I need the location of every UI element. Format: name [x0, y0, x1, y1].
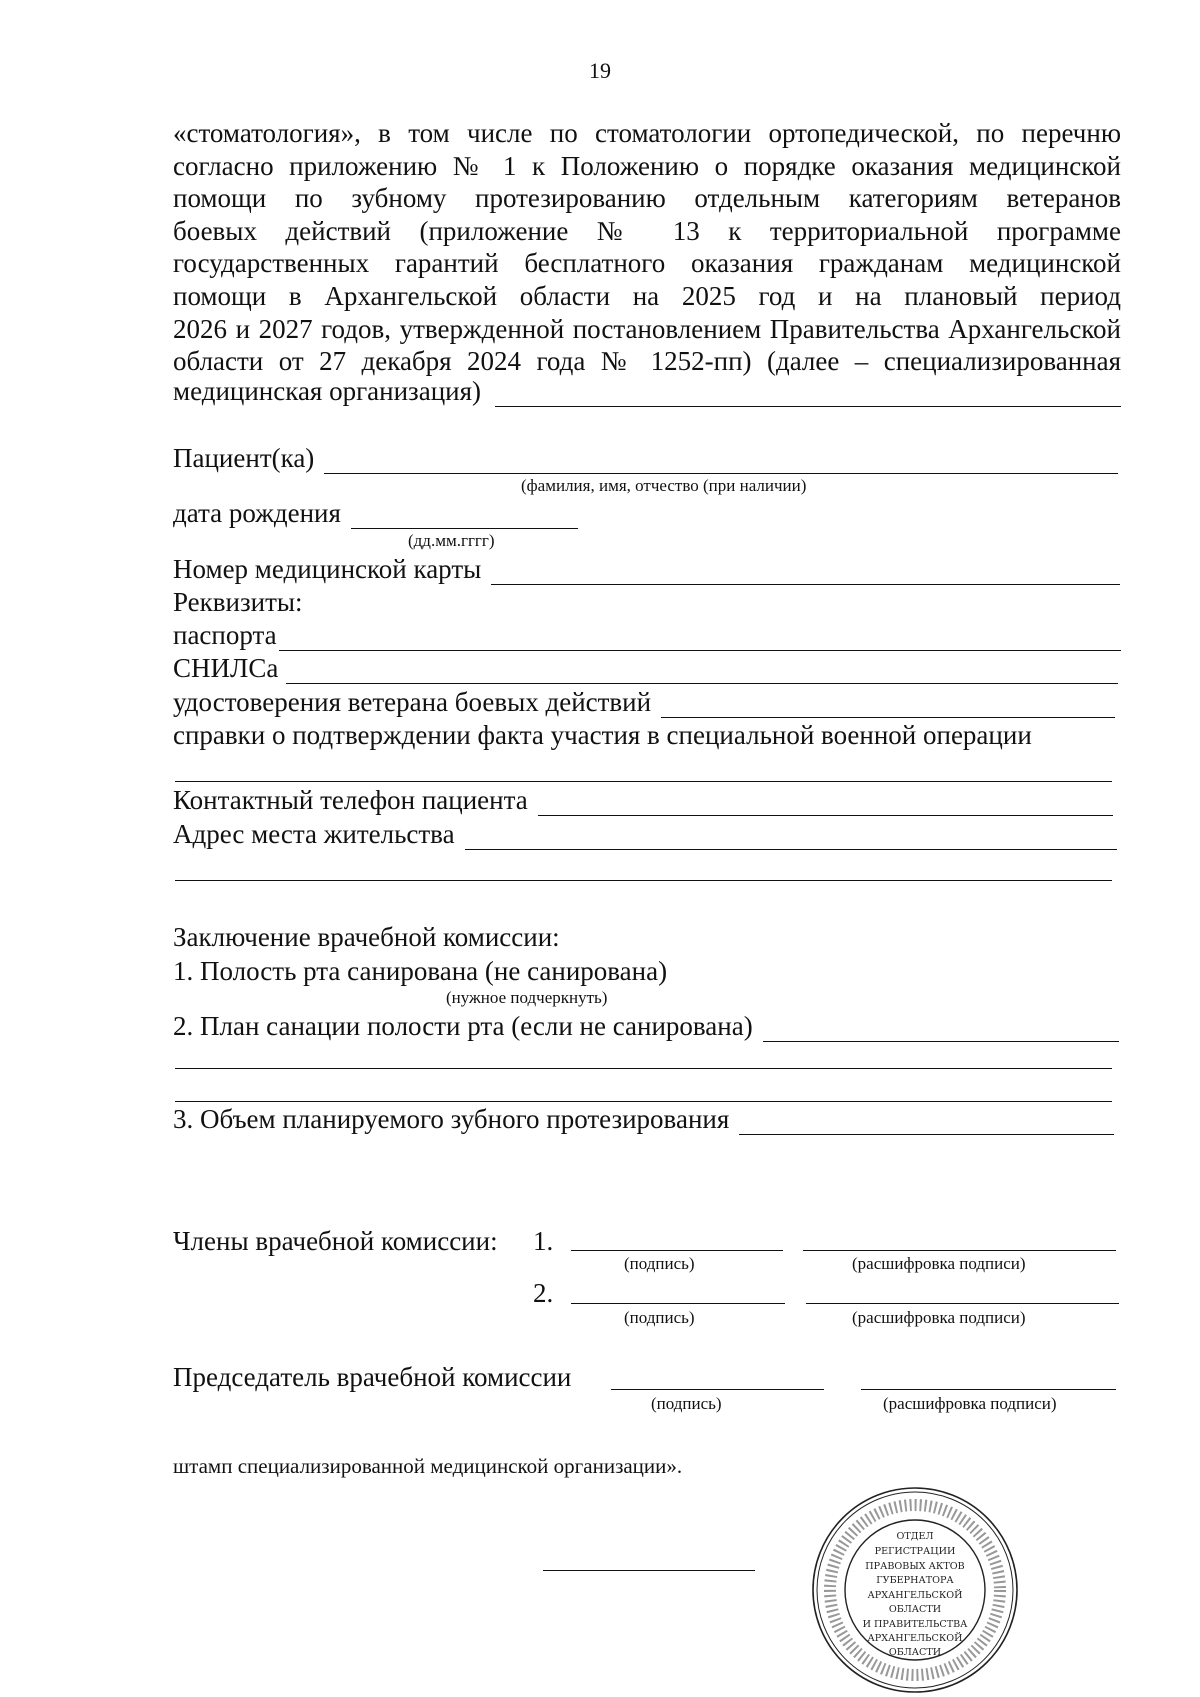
signature-line: [543, 1570, 755, 1571]
prosthetics-volume-field[interactable]: [739, 1108, 1114, 1135]
card-number-field[interactable]: [491, 558, 1120, 585]
stamp-note: штамп специализированной медицинской организации».: [173, 1454, 683, 1478]
requisites-label: Реквизиты:: [173, 587, 303, 617]
intro-line: помощи в Архангельской области на 2025 год и на плановый период: [173, 280, 1121, 311]
phone-label: Контактный телефон пациента: [173, 785, 528, 815]
seal-line: АРХАНГЕЛЬСКОЙ: [867, 1590, 963, 1601]
patient-label: Пациент(ка): [173, 443, 315, 473]
intro-paragraph: [173, 117, 1121, 378]
card-label: Номер медицинской карты: [173, 554, 482, 584]
chair-decode-field[interactable]: [861, 1389, 1116, 1390]
patient-row: [173, 442, 1118, 474]
passport-label: паспорта: [173, 620, 277, 650]
birth-caption: (дд.мм.гггг): [408, 531, 495, 550]
intro-line: боевых действий (приложение № 13 к территориальной программе: [173, 215, 1121, 246]
member-2-decode-field[interactable]: [806, 1303, 1119, 1304]
chair-label: Председатель врачебной комиссии: [173, 1362, 572, 1392]
patient-caption: (фамилия, имя, отчество (при наличии): [521, 476, 807, 495]
veteran-certificate-field[interactable]: [661, 691, 1115, 718]
svo-label: справки о подтверждении факта участия в специальной военной операции: [173, 720, 1032, 750]
member-2-signature-field[interactable]: [571, 1303, 785, 1304]
phone-field[interactable]: [538, 789, 1113, 816]
seal-line: ОБЛАСТИ: [888, 1604, 942, 1615]
chair-decode-caption: (расшифровка подписи): [883, 1394, 1057, 1413]
member-2-sign-caption: (подпись): [624, 1308, 695, 1327]
sanation-plan-line-2[interactable]: [175, 1068, 1112, 1069]
card-row: [173, 553, 1120, 585]
chair-sign-caption: (подпись): [651, 1394, 722, 1413]
seal-line: ОТДЕЛ: [896, 1531, 934, 1542]
conclusion-item-2: 2. План санации полости рта (если не санирована): [173, 1011, 753, 1041]
seal-line: АРХАНГЕЛЬСКОЙ: [867, 1633, 963, 1644]
intro-last-line: медицинская организация): [173, 376, 482, 406]
snils-label: СНИЛСа: [173, 653, 279, 683]
member-1-number: 1.: [533, 1226, 554, 1256]
passport-field[interactable]: [279, 624, 1121, 651]
item2-row: [173, 1010, 1119, 1042]
seal-line: ПРАВОВЫХ АКТОВ: [865, 1561, 965, 1572]
seal-line: И ПРАВИТЕЛЬСТВА: [862, 1619, 968, 1630]
phone-row: [173, 784, 1113, 816]
svo-field[interactable]: [175, 781, 1112, 782]
chair-signature-field[interactable]: [611, 1389, 824, 1390]
snils-row: [173, 652, 1118, 684]
members-label: Члены врачебной комиссии:: [173, 1226, 498, 1256]
seal-line: РЕГИСТРАЦИИ: [874, 1546, 956, 1557]
sanation-plan-line-3[interactable]: [175, 1101, 1112, 1102]
intro-line: 2026 и 2027 годов, утвержденной постановлением Правительства Архангельской: [173, 313, 1121, 344]
address-field-extra[interactable]: [175, 880, 1112, 881]
seal-line: ГУБЕРНАТОРА: [876, 1575, 954, 1586]
organization-row: [173, 375, 1121, 407]
member-1-signature-field[interactable]: [571, 1250, 783, 1251]
address-label: Адрес места жительства: [173, 819, 455, 849]
birth-row: [173, 497, 578, 529]
member-1-decode-caption: (расшифровка подписи): [852, 1254, 1026, 1273]
intro-line: области от 27 декабря 2024 года № 1252-пп) (далее – специализированная: [173, 346, 1121, 377]
intro-line: согласно приложению № 1 к Положению о порядке оказания медицинской: [173, 150, 1121, 181]
page-number: 19: [589, 58, 611, 83]
intro-line: помощи по зубному протезированию отдельным категориям ветеранов: [173, 183, 1121, 214]
passport-row: [173, 619, 1121, 651]
official-seal-icon: [810, 1485, 1020, 1695]
veteran-row: [173, 686, 1115, 718]
member-2-decode-caption: (расшифровка подписи): [852, 1308, 1026, 1327]
birth-date-field[interactable]: [351, 502, 578, 529]
item1-caption: (нужное подчеркнуть): [446, 988, 608, 1007]
organization-field[interactable]: [495, 380, 1121, 407]
intro-line: «стоматология», в том числе по стоматологии ортопедической, по перечню: [173, 118, 1121, 148]
member-2-number: 2.: [533, 1278, 554, 1308]
seal-line: ОБЛАСТИ: [888, 1647, 942, 1658]
conclusion-item-3: 3. Объем планируемого зубного протезирования: [173, 1104, 730, 1134]
address-row: [173, 818, 1117, 850]
patient-name-field[interactable]: [324, 447, 1118, 474]
sanation-plan-field[interactable]: [763, 1015, 1119, 1042]
snils-field[interactable]: [286, 657, 1118, 684]
intro-line: государственных гарантий бесплатного оказания гражданам медицинской: [173, 248, 1121, 279]
conclusion-heading: Заключение врачебной комиссии:: [173, 922, 560, 952]
veteran-label: удостоверения ветерана боевых действий: [173, 687, 652, 717]
member-1-sign-caption: (подпись): [624, 1254, 695, 1273]
item3-row: [173, 1103, 1114, 1135]
member-1-decode-field[interactable]: [803, 1250, 1116, 1251]
birth-label: дата рождения: [173, 498, 341, 528]
address-field[interactable]: [465, 823, 1117, 850]
conclusion-item-1: 1. Полость рта санирована (не санирована): [173, 956, 668, 986]
